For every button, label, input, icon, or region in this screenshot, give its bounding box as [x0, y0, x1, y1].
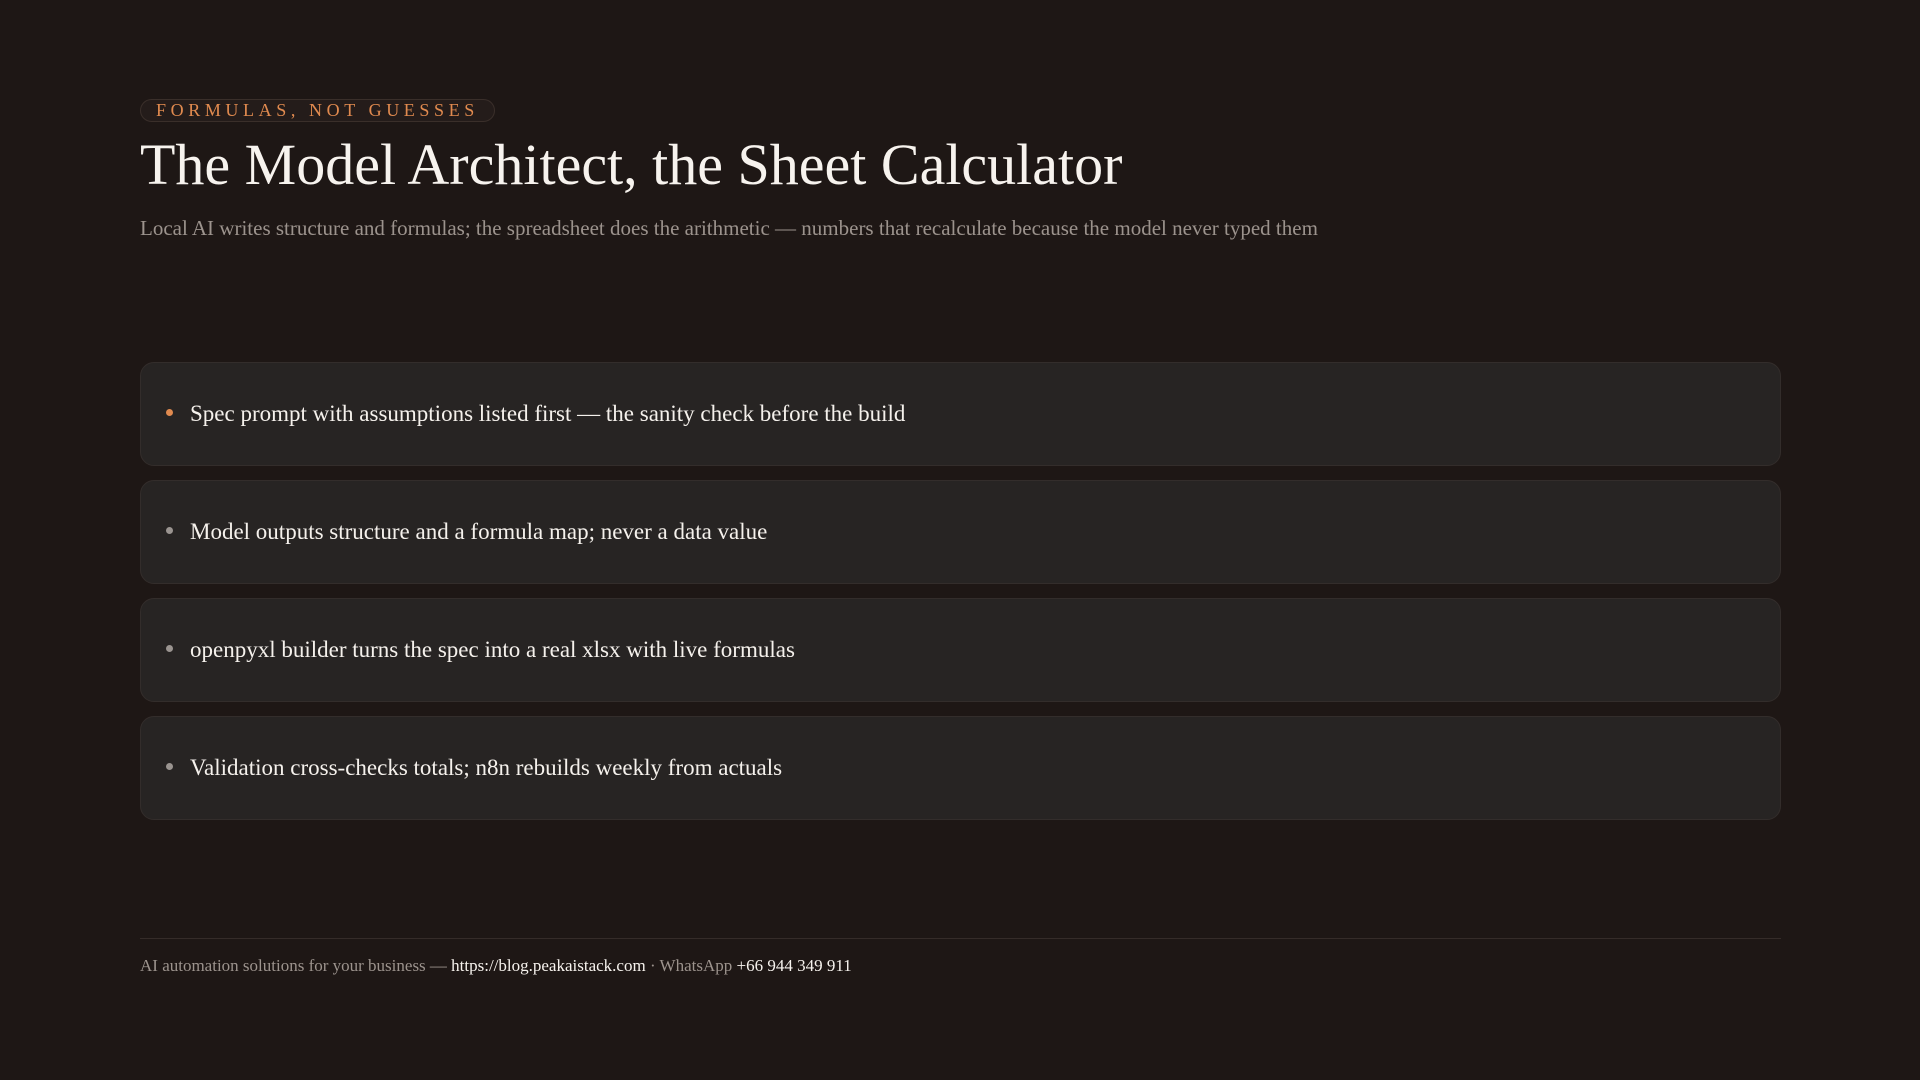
- list-item: [140, 716, 1781, 820]
- bullet-dot-icon: [166, 527, 173, 534]
- bullet-list: [140, 362, 1781, 834]
- list-item-text: openpyxl builder turns the spec into a real xlsx with live formulas: [190, 637, 795, 662]
- list-item-text: Spec prompt with assumptions listed first — the sanity check before the build: [190, 401, 906, 426]
- page-subtitle: Local AI writes structure and formulas; the spreadsheet does the arithmetic — numbers that recalculate because the model never typed them: [140, 216, 1318, 240]
- list-item: [140, 480, 1781, 584]
- bullet-dot-icon: [166, 645, 173, 652]
- page-title: The Model Architect, the Sheet Calculator: [140, 132, 1123, 197]
- list-item: [140, 598, 1781, 702]
- bullet-dot-icon: [166, 763, 173, 770]
- whatsapp-number[interactable]: +66 944 349 911: [736, 956, 852, 975]
- list-item-text: Validation cross-checks totals; n8n rebuilds weekly from actuals: [190, 755, 783, 780]
- bullet-dot-icon: [166, 409, 173, 416]
- footer-tagline: AI automation solutions for your business —: [140, 956, 452, 975]
- eyebrow-badge: FORMULAS, NOT GUESSES: [140, 99, 495, 122]
- list-item: [140, 362, 1781, 466]
- list-item-text: Model outputs structure and a formula map; never a data value: [190, 519, 768, 544]
- footer-separator: · WhatsApp: [645, 956, 737, 975]
- slide: [140, 0, 1781, 1080]
- footer: [140, 954, 852, 978]
- blog-link[interactable]: https://blog.peakaistack.com: [451, 956, 646, 975]
- footer-divider: [140, 938, 1781, 939]
